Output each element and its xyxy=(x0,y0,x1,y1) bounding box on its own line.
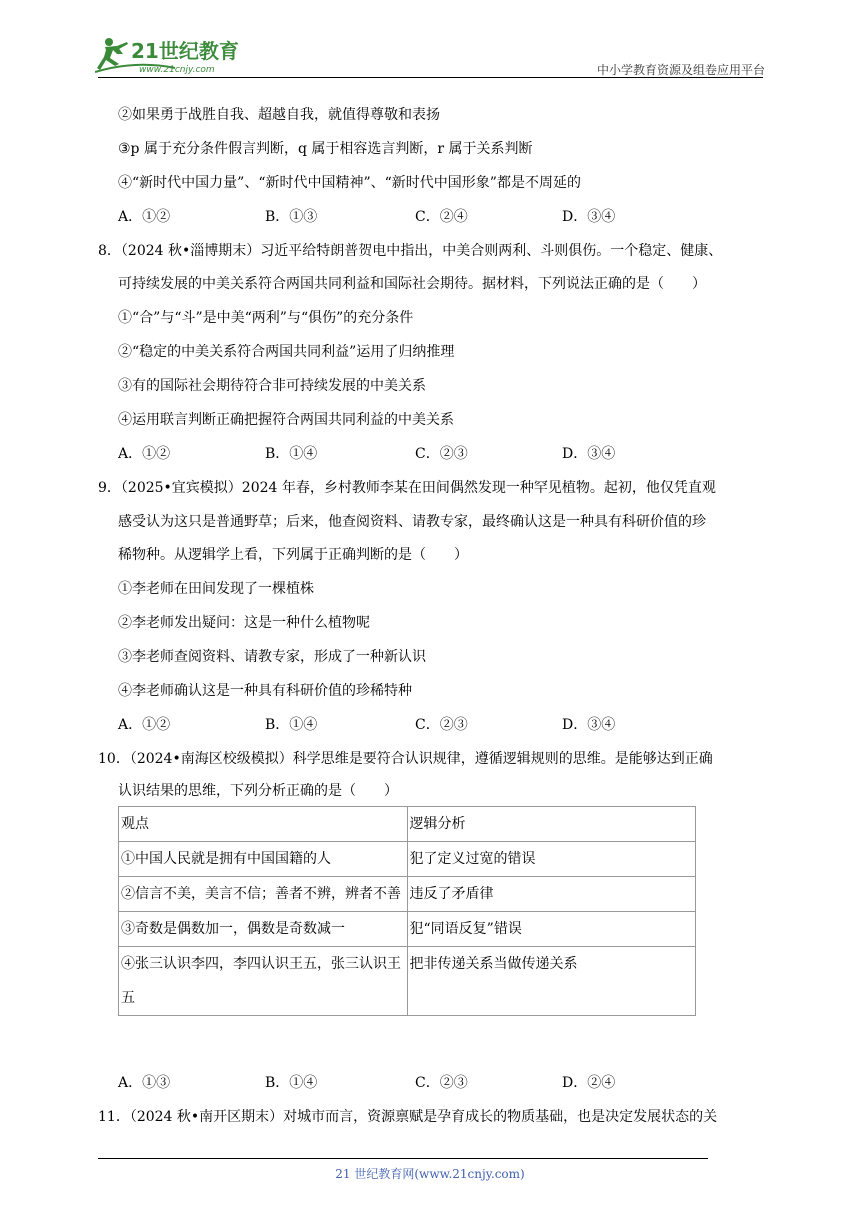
q10-option-b[interactable]: B．①④ xyxy=(265,1075,318,1091)
q8-statement-4: ④运用联言判断正确把握符合两国共同利益的中美关系 xyxy=(118,412,454,428)
q9-statement-3: ③李老师查阅资料、请教专家，形成了一种新认识 xyxy=(118,649,426,665)
table-cell-viewpoint: ①中国人民就是拥有中国国籍的人 xyxy=(119,842,408,877)
header-divider xyxy=(98,77,763,78)
table-cell-viewpoint: ②信言不美，美言不信；善者不辨，辨者不善 xyxy=(119,877,408,912)
table-cell-analysis: 犯了定义过宽的错误 xyxy=(407,842,696,877)
platform-label: 中小学教育资源及组卷应用平台 xyxy=(596,63,765,77)
q8-option-c[interactable]: C．②③ xyxy=(415,446,468,462)
q9-statement-4: ④李老师确认这是一种具有科研价值的珍稀特种 xyxy=(118,683,412,699)
q9-option-a[interactable]: A．①② xyxy=(118,717,171,733)
q11-stem-line-1: 11．（2024 秋•南开区期末）对城市而言，资源禀赋是孕育成长的物质基础，也是决定发展状态的关 xyxy=(98,1109,718,1125)
svg-text:21世纪教育: 21世纪教育 xyxy=(131,39,239,63)
q10-option-d[interactable]: D．②④ xyxy=(562,1075,616,1091)
table-header-row xyxy=(119,807,696,842)
table-cell-viewpoint: ③奇数是偶数加一，偶数是奇数减一 xyxy=(119,912,408,947)
q9-statement-1: ①李老师在田间发现了一棵植株 xyxy=(118,581,314,597)
footer-divider xyxy=(98,1158,708,1159)
table-row xyxy=(119,912,696,947)
table-row xyxy=(119,877,696,912)
svg-text:www.21cnjy.com: www.21cnjy.com xyxy=(139,65,215,75)
q8-statement-3: ③有的国际社会期待符合非可持续发展的中美关系 xyxy=(118,378,426,394)
q7-option-c[interactable]: C．②④ xyxy=(415,209,468,225)
q8-statement-1: ①“合”与“斗”是中美“两利”与“俱伤”的充分条件 xyxy=(118,310,414,326)
footer-link[interactable]: 21 世纪教育网(www.21cnjy.com) xyxy=(335,1167,525,1181)
q10-table xyxy=(118,806,696,1016)
q9-option-d[interactable]: D．③④ xyxy=(562,717,616,733)
q10-option-a[interactable]: A．①③ xyxy=(118,1075,171,1091)
table-row xyxy=(119,842,696,877)
q7-option-a[interactable]: A．①② xyxy=(118,209,171,225)
q8-statement-2: ②“稳定的中美关系符合两国共同利益”运用了归纳推理 xyxy=(118,344,455,360)
q9-option-c[interactable]: C．②③ xyxy=(415,717,468,733)
q7-statement-3: ③p 属于充分条件假言判断，q 属于相容选言判断，r 属于关系判断 xyxy=(118,141,533,157)
q9-stem-line-2: 感受认为这只是普通野草；后来，他查阅资料、请教专家，最终确认这是一种具有科研价值的珍 xyxy=(118,514,706,530)
table-cell-analysis: 违反了矛盾律 xyxy=(407,877,696,912)
logo-21cnjy xyxy=(95,30,255,78)
q10-stem-line-2: 认识结果的思维，下列分析正确的是（ ） xyxy=(118,783,398,799)
q10-stem-line-1: 10．（2024•南海区校级模拟）科学思维是要符合认识规律，遵循逻辑规则的思维。是能够达到正确 xyxy=(98,751,713,767)
q10-option-c[interactable]: C．②③ xyxy=(415,1075,468,1091)
q7-option-b[interactable]: B．①③ xyxy=(265,209,318,225)
q8-stem-line-2: 可持续发展的中美关系符合两国共同利益和国际社会期待。据材料，下列说法正确的是（ ） xyxy=(118,276,706,292)
q8-option-a[interactable]: A．①② xyxy=(118,446,171,462)
table-header-cell: 逻辑分析 xyxy=(407,807,696,842)
page-header xyxy=(95,30,765,78)
table-header-cell: 观点 xyxy=(119,807,408,842)
table-cell-analysis: 犯“同语反复”错误 xyxy=(407,912,696,947)
q7-statement-2: ②如果勇于战胜自我、超越自我，就值得尊敬和表扬 xyxy=(118,107,440,123)
table-cell-analysis: 把非传递关系当做传递关系 xyxy=(407,947,696,1016)
q7-statement-4: ④“新时代中国力量”、“新时代中国精神”、“新时代中国形象”都是不周延的 xyxy=(118,175,581,191)
q9-stem-line-3: 稀物种。从逻辑学上看，下列属于正确判断的是（ ） xyxy=(118,547,468,563)
table-cell-viewpoint: ④张三认识李四，李四认识王五，张三认识王五 xyxy=(119,947,408,1016)
q9-option-b[interactable]: B．①④ xyxy=(265,717,318,733)
q7-option-d[interactable]: D．③④ xyxy=(562,209,616,225)
q9-statement-2: ②李老师发出疑问：这是一种什么植物呢 xyxy=(118,615,370,631)
table-row xyxy=(119,947,696,1016)
q8-stem-line-1: 8．（2024 秋•淄博期末）习近平给特朗普贺电中指出，中美合则两利、斗则俱伤。一个稳定、健康、 xyxy=(98,243,723,259)
q8-option-d[interactable]: D．③④ xyxy=(562,446,616,462)
q9-stem-line-1: 9．（2025•宜宾模拟）2024 年春，乡村教师李某在田间偶然发现一种罕见植物。起初，他仅凭直观 xyxy=(98,480,716,496)
q8-option-b[interactable]: B．①④ xyxy=(265,446,318,462)
